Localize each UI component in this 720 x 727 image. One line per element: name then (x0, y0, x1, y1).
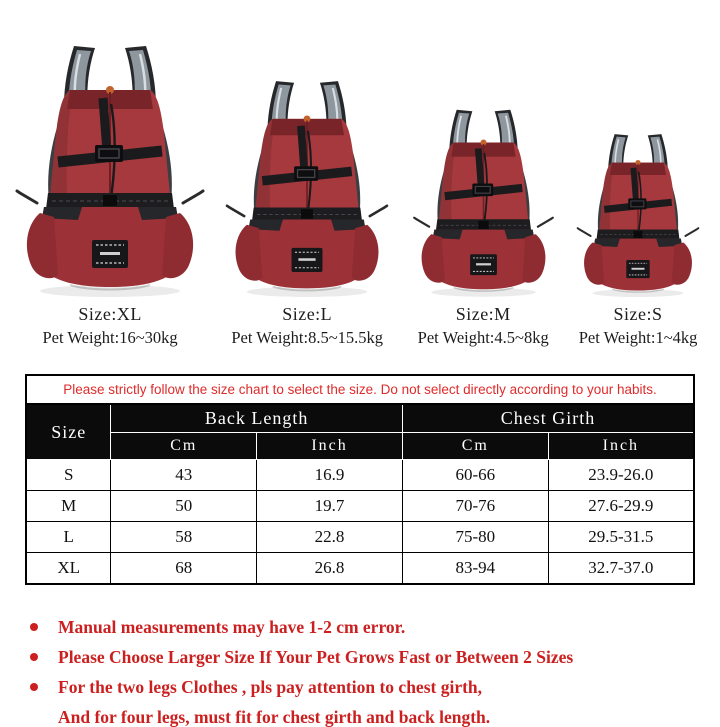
product-column-xl (8, 32, 212, 348)
weight-label-m: Pet Weight:4.5~8kg (417, 328, 549, 347)
table-row-l (26, 522, 694, 553)
header-size: Size (26, 404, 111, 460)
cell-back-inch: 16.9 (257, 460, 403, 491)
note-item-continuation (30, 707, 720, 727)
header-back-length: Back Length (111, 404, 403, 433)
cell-chest-inch: 29.5-31.5 (548, 522, 694, 553)
cell-back-inch: 19.7 (257, 491, 403, 522)
bullet-icon (30, 623, 38, 631)
header-back-cm: Cm (111, 433, 257, 460)
note-item (30, 617, 720, 637)
backpack-photo-s (573, 125, 703, 297)
table-row-xl (26, 553, 694, 585)
bullet-icon (30, 683, 38, 691)
cell-back-cm: 50 (111, 491, 257, 522)
size-label-xl: Size:XL (78, 304, 142, 324)
size-chart-table (25, 374, 695, 585)
size-label-m: Size:M (455, 304, 511, 324)
backpack-photo-l (221, 69, 393, 297)
backpack-illustration-m (409, 99, 558, 297)
weight-label-xl: Pet Weight:16~30kg (42, 328, 178, 347)
cell-back-cm: 58 (111, 522, 257, 553)
header-chest-girth: Chest Girth (402, 404, 694, 433)
cell-back-cm: 68 (111, 553, 257, 585)
cell-back-inch: 26.8 (257, 553, 403, 585)
backpack-photo-xl (10, 32, 210, 297)
cell-size: XL (26, 553, 111, 585)
size-chart-section (25, 374, 695, 585)
product-column-l (212, 69, 402, 348)
cell-back-inch: 22.8 (257, 522, 403, 553)
products-section (0, 0, 720, 348)
header-back-inch: Inch (257, 433, 403, 460)
cell-size: S (26, 460, 111, 491)
backpack-illustration-l (221, 69, 393, 297)
backpack-photo-m (409, 99, 558, 297)
cell-back-cm: 43 (111, 460, 257, 491)
cell-chest-inch: 23.9-26.0 (548, 460, 694, 491)
note-text: For the two legs Clothes , pls pay attention to chest girth, (58, 677, 483, 697)
header-chest-inch: Inch (548, 433, 694, 460)
note-text: Manual measurements may have 1-2 cm error. (58, 617, 406, 637)
note-text: And for four legs, must fit for chest girth and back length. (58, 707, 491, 727)
table-row-s (26, 460, 694, 491)
warning-banner: Please strictly follow the size chart to select the size. Do not select directly according to your habits. (26, 375, 694, 404)
weight-label-l: Pet Weight:8.5~15.5kg (231, 328, 384, 347)
size-label-l: Size:L (282, 304, 333, 324)
cell-size: M (26, 491, 111, 522)
product-column-s (564, 125, 712, 348)
backpack-illustration-s (573, 125, 703, 297)
cell-chest-inch: 32.7-37.0 (548, 553, 694, 585)
note-text: Please Choose Larger Size If Your Pet Grows Fast or Between 2 Sizes (58, 647, 574, 667)
cell-size: L (26, 522, 111, 553)
backpack-illustration-xl (10, 32, 210, 297)
cell-chest-cm: 75-80 (402, 522, 548, 553)
note-item (30, 647, 720, 667)
notes-section (30, 617, 720, 727)
weight-label-s: Pet Weight:1~4kg (578, 328, 698, 347)
bullet-icon (30, 653, 38, 661)
cell-chest-cm: 60-66 (402, 460, 548, 491)
table-row-m (26, 491, 694, 522)
product-column-m (402, 99, 564, 348)
note-item (30, 677, 720, 697)
cell-chest-inch: 27.6-29.9 (548, 491, 694, 522)
header-chest-cm: Cm (402, 433, 548, 460)
cell-chest-cm: 70-76 (402, 491, 548, 522)
size-label-s: Size:S (613, 304, 663, 324)
cell-chest-cm: 83-94 (402, 553, 548, 585)
